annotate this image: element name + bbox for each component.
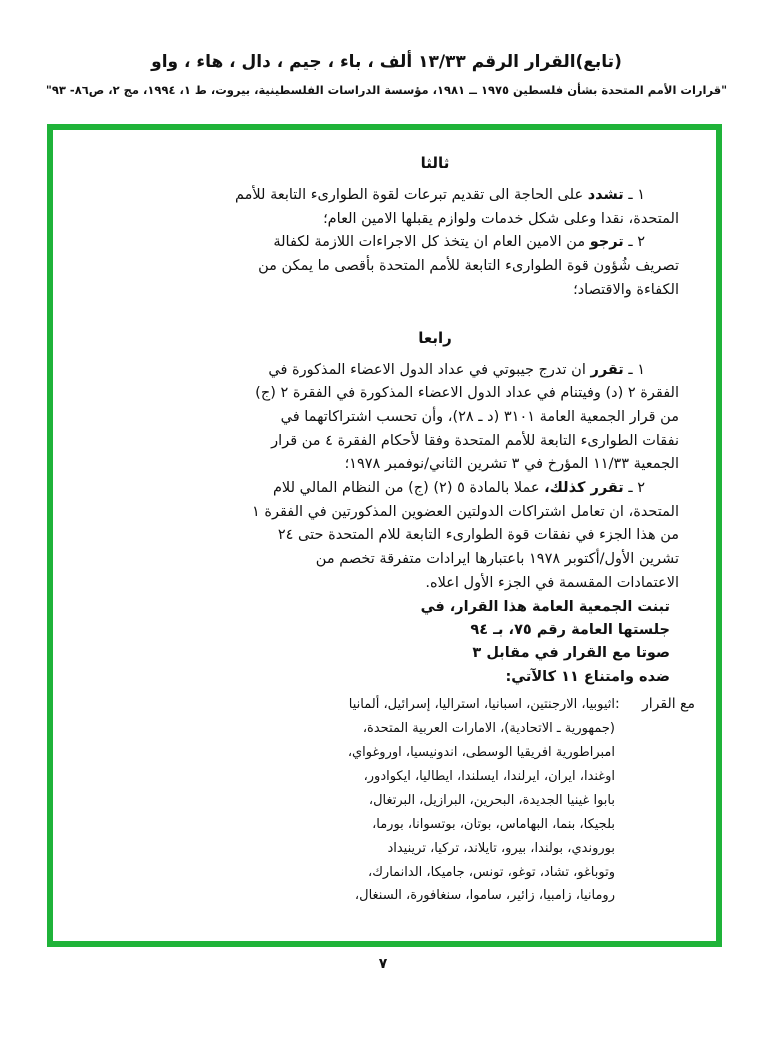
country-list-line: بابوا غينيا الجديدة، البحرين، البرازيل، البرتغال، <box>368 792 615 808</box>
page-number: ٧ <box>378 956 388 972</box>
country-list <box>315 693 615 908</box>
annotation-frame <box>47 124 722 947</box>
paragraph-line: من قرار الجمعية العامة ٣١٠١ (د ـ ٢٨)، وأن تحسب اشتراكاتهما في <box>280 408 679 425</box>
country-list-line: امبراطورية افريقيا الوسطى، اندونيسيا، اوروغواي، <box>347 744 615 760</box>
vote-label-text: مع القرار <box>641 696 695 713</box>
adoption-note <box>53 596 670 690</box>
line-text: عملا بالمادة ٥ (٢) (ج) من النظام المالي للام <box>272 480 545 497</box>
adoption-note-line: صوتا مع القرار في مقابل ٣ <box>472 645 670 662</box>
paragraph-line: تشرين الأول/أكتوبر ١٩٧٨ باعتبارها ايرادات متفرقة تخصم من <box>315 551 679 568</box>
document-body <box>53 130 716 908</box>
section-heading-fourth: رابعا <box>418 328 452 347</box>
country-list-line: رومانيا، زامبيا، زائير، ساموا، سنغافورة، السنغال، <box>354 888 615 904</box>
operative-keyword: تشدد <box>587 187 624 203</box>
country-list-line: بوروندي، بولندا، بيرو، تايلاند، تركيا، ترينيداد <box>387 840 615 856</box>
operative-keyword: ترجو <box>589 234 624 251</box>
line-text: من الامين العام ان يتخذ كل الاجراءات اللازمة لكفالة <box>273 234 590 251</box>
paragraph-line: تصريف شُؤون قوة الطوارىء التابعة للأمم المتحدة بأقصى ما يمكن من <box>258 258 679 275</box>
paragraph-line <box>191 184 679 208</box>
paragraph-line <box>191 477 679 501</box>
adoption-note-line: تبنت الجمعية العامة هذا القرار، في <box>420 598 670 615</box>
paragraph-line: المتحدة، نقدا وعلى شكل خدمات ولوازم يقبلها الامين العام؛ <box>323 210 679 227</box>
citation-line: "قرارات الأمم المتحدة بشأن فلسطين ١٩٧٥ ــ ١٩٨١، مؤسسة الدراسات الفلسطينية، بيروت، ط ١، ١٩٩٤، مج ٢، ص٨٦- ٩٣" <box>45 83 728 97</box>
item-number: ٢ ـ <box>623 234 645 251</box>
country-list-line: (جمهورية ـ الاتحادية)، الامارات العربية المتحدة، <box>362 721 615 737</box>
paragraph-line <box>191 359 679 383</box>
paragraph-line: المتحدة، ان تعامل اشتراكات الدولتين العضوين المذكورتين في الفقرة ١ <box>251 503 679 520</box>
country-list-line: اثيوبيا، الارجنتين، اسبانيا، استراليا، إسرائيل، ألمانيا <box>348 697 615 713</box>
vote-label-colon: : <box>615 696 620 713</box>
section-heading-third: ثالثا <box>420 154 450 172</box>
paragraph-line: الكفاءة والاقتصاد؛ <box>573 281 679 298</box>
vote-record <box>53 693 695 908</box>
paragraph-line: الجمعية ١١/٣٣ المؤرخ في ٣ تشرين الثاني/نوفمبر ١٩٧٨؛ <box>344 456 679 473</box>
paragraph-line: من هذا الجزء في نفقات قوة الطوارىء التابعة للام المتحدة حتى ٢٤ <box>277 527 679 544</box>
paragraph-line: الاعتمادات المقسمة في الجزء الأول اعلاه. <box>425 574 679 591</box>
adoption-note-line: جلستها العامة رقم ٧٥، بـ ٩٤ <box>470 621 670 638</box>
line-text: على الحاجة الى تقديم تبرعات لقوة الطوارىء التابعة للأمم <box>234 187 588 203</box>
document-title: (تابع)القرار الرقم ١٣/٣٣ ألف ، باء ، جيم ، دال ، هاء ، واو <box>151 52 622 72</box>
adoption-note-line: ضده وامتناع ١١ كالآتي: <box>505 668 670 685</box>
paragraph-line <box>191 231 679 255</box>
country-list-line: اوغندا، ايران، ايرلندا، ايسلندا، ايطاليا، ايكوادور، <box>363 768 615 784</box>
country-list-line: بلجيكا، بنما، البهاماس، بوتان، بوتسوانا، بورما، <box>372 816 615 832</box>
item-number: ١ ـ <box>623 361 645 378</box>
operative-keyword: تقرر كذلك، <box>544 480 624 497</box>
resolution-text-column <box>191 152 679 596</box>
operative-keyword: تقرر <box>590 361 624 378</box>
page-header <box>0 0 773 97</box>
item-number: ١ ـ <box>623 187 645 203</box>
country-list-line: وتوباغو، تشاد، توغو، تونس، جاميكا، الدانمارك، <box>368 864 615 880</box>
item-number: ٢ ـ <box>623 480 645 497</box>
paragraph-line: الفقرة ٢ (د) وفيتنام في عداد الدول الاعضاء المذكورة في الفقرة ٢ (ج) <box>255 385 679 402</box>
paragraph-line: نفقات الطوارىء التابعة للأمم المتحدة وفقا لأحكام الفقرة ٤ من قرار <box>271 432 679 449</box>
line-text: ان تدرج جيبوتي في عداد الدول الاعضاء المذكورة في <box>268 361 591 378</box>
vote-with-label <box>615 693 695 908</box>
